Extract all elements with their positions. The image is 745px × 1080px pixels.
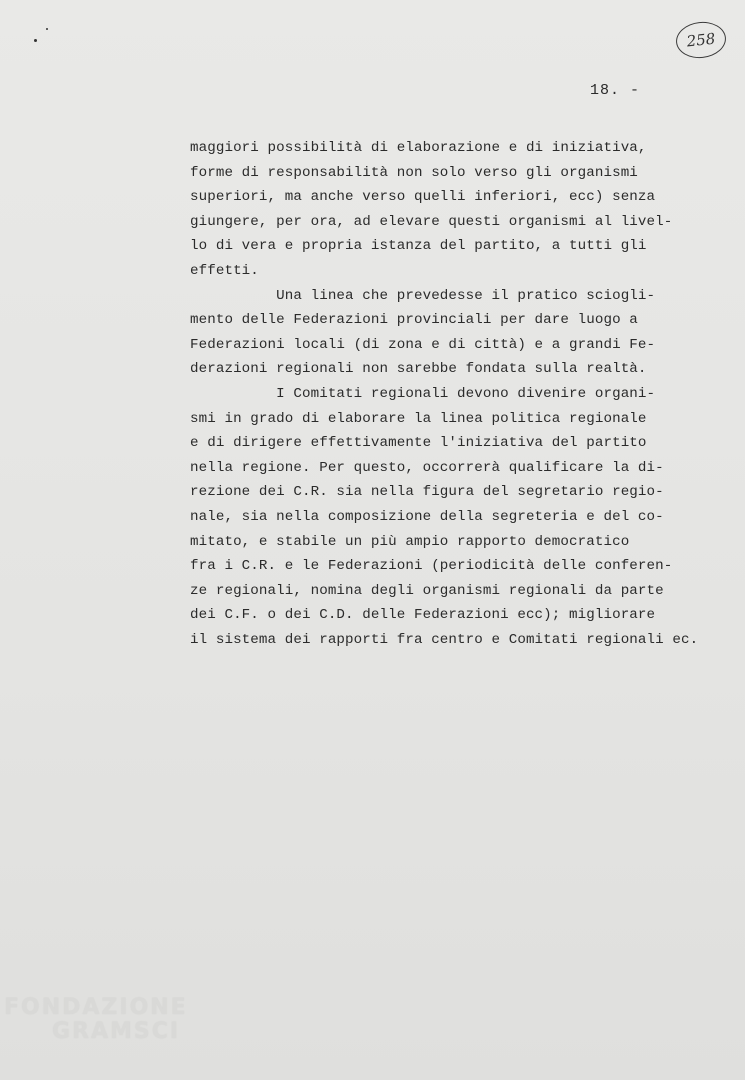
text-line: mento delle Federazioni provinciali per dare luogo a — [190, 312, 638, 329]
text-line: Federazioni locali (di zona e di città) e a grandi Fe- — [190, 336, 656, 353]
fondazione-gramsci-watermark — [4, 996, 204, 1044]
stray-mark — [34, 39, 37, 42]
text-line: lo di vera e propria istanza del partito, a tutti gli — [190, 238, 647, 255]
text-line: rezione dei C.R. sia nella figura del segretario regio- — [190, 484, 664, 501]
text-line: fra i C.R. e le Federazioni (periodicità delle conferen- — [190, 558, 673, 575]
archive-number: 258 — [685, 29, 717, 51]
text-line: mitato, e stabile un più ampio rapporto democratico — [190, 533, 630, 550]
text-line: nale, sia nella composizione della segreteria e del co- — [190, 508, 664, 525]
archive-number-stamp — [674, 19, 727, 60]
page-number: 18. - — [590, 82, 641, 99]
text-line: nella regione. Per questo, occorrerà qualificare la di- — [190, 459, 664, 476]
stray-mark — [46, 28, 48, 30]
watermark-line-1: FONDAZIONE — [4, 995, 188, 1020]
text-line: superiori, ma anche verso quelli inferiori, ecc) senza — [190, 189, 656, 206]
text-line: maggiori possibilità di elaborazione e di iniziativa, — [190, 140, 647, 156]
text-line: ze regionali, nomina degli organismi regionali da parte — [190, 582, 664, 599]
text-line: giungere, per ora, ad elevare questi organismi al livel- — [190, 213, 673, 230]
text-line: forme di responsabilità non solo verso gli organismi — [190, 164, 638, 181]
text-line: e di dirigere effettivamente l'iniziativa del partito — [190, 435, 647, 452]
text-line: derazioni regionali non sarebbe fondata sulla realtà. — [190, 361, 647, 378]
typed-text-body — [190, 136, 720, 652]
text-line: Una linea che prevedesse il pratico sciogli- — [190, 287, 656, 304]
text-line: I Comitati regionali devono divenire organi- — [190, 385, 656, 402]
text-line: il sistema dei rapporti fra centro e Comitati regionali ec. — [190, 631, 699, 648]
text-line: dei C.F. o dei C.D. delle Federazioni ecc); migliorare — [190, 607, 656, 624]
watermark-line-2: GRAMSCI — [52, 1019, 181, 1044]
text-line: smi in grado di elaborare la linea politica regionale — [190, 410, 647, 427]
text-line: effetti. — [190, 262, 259, 279]
